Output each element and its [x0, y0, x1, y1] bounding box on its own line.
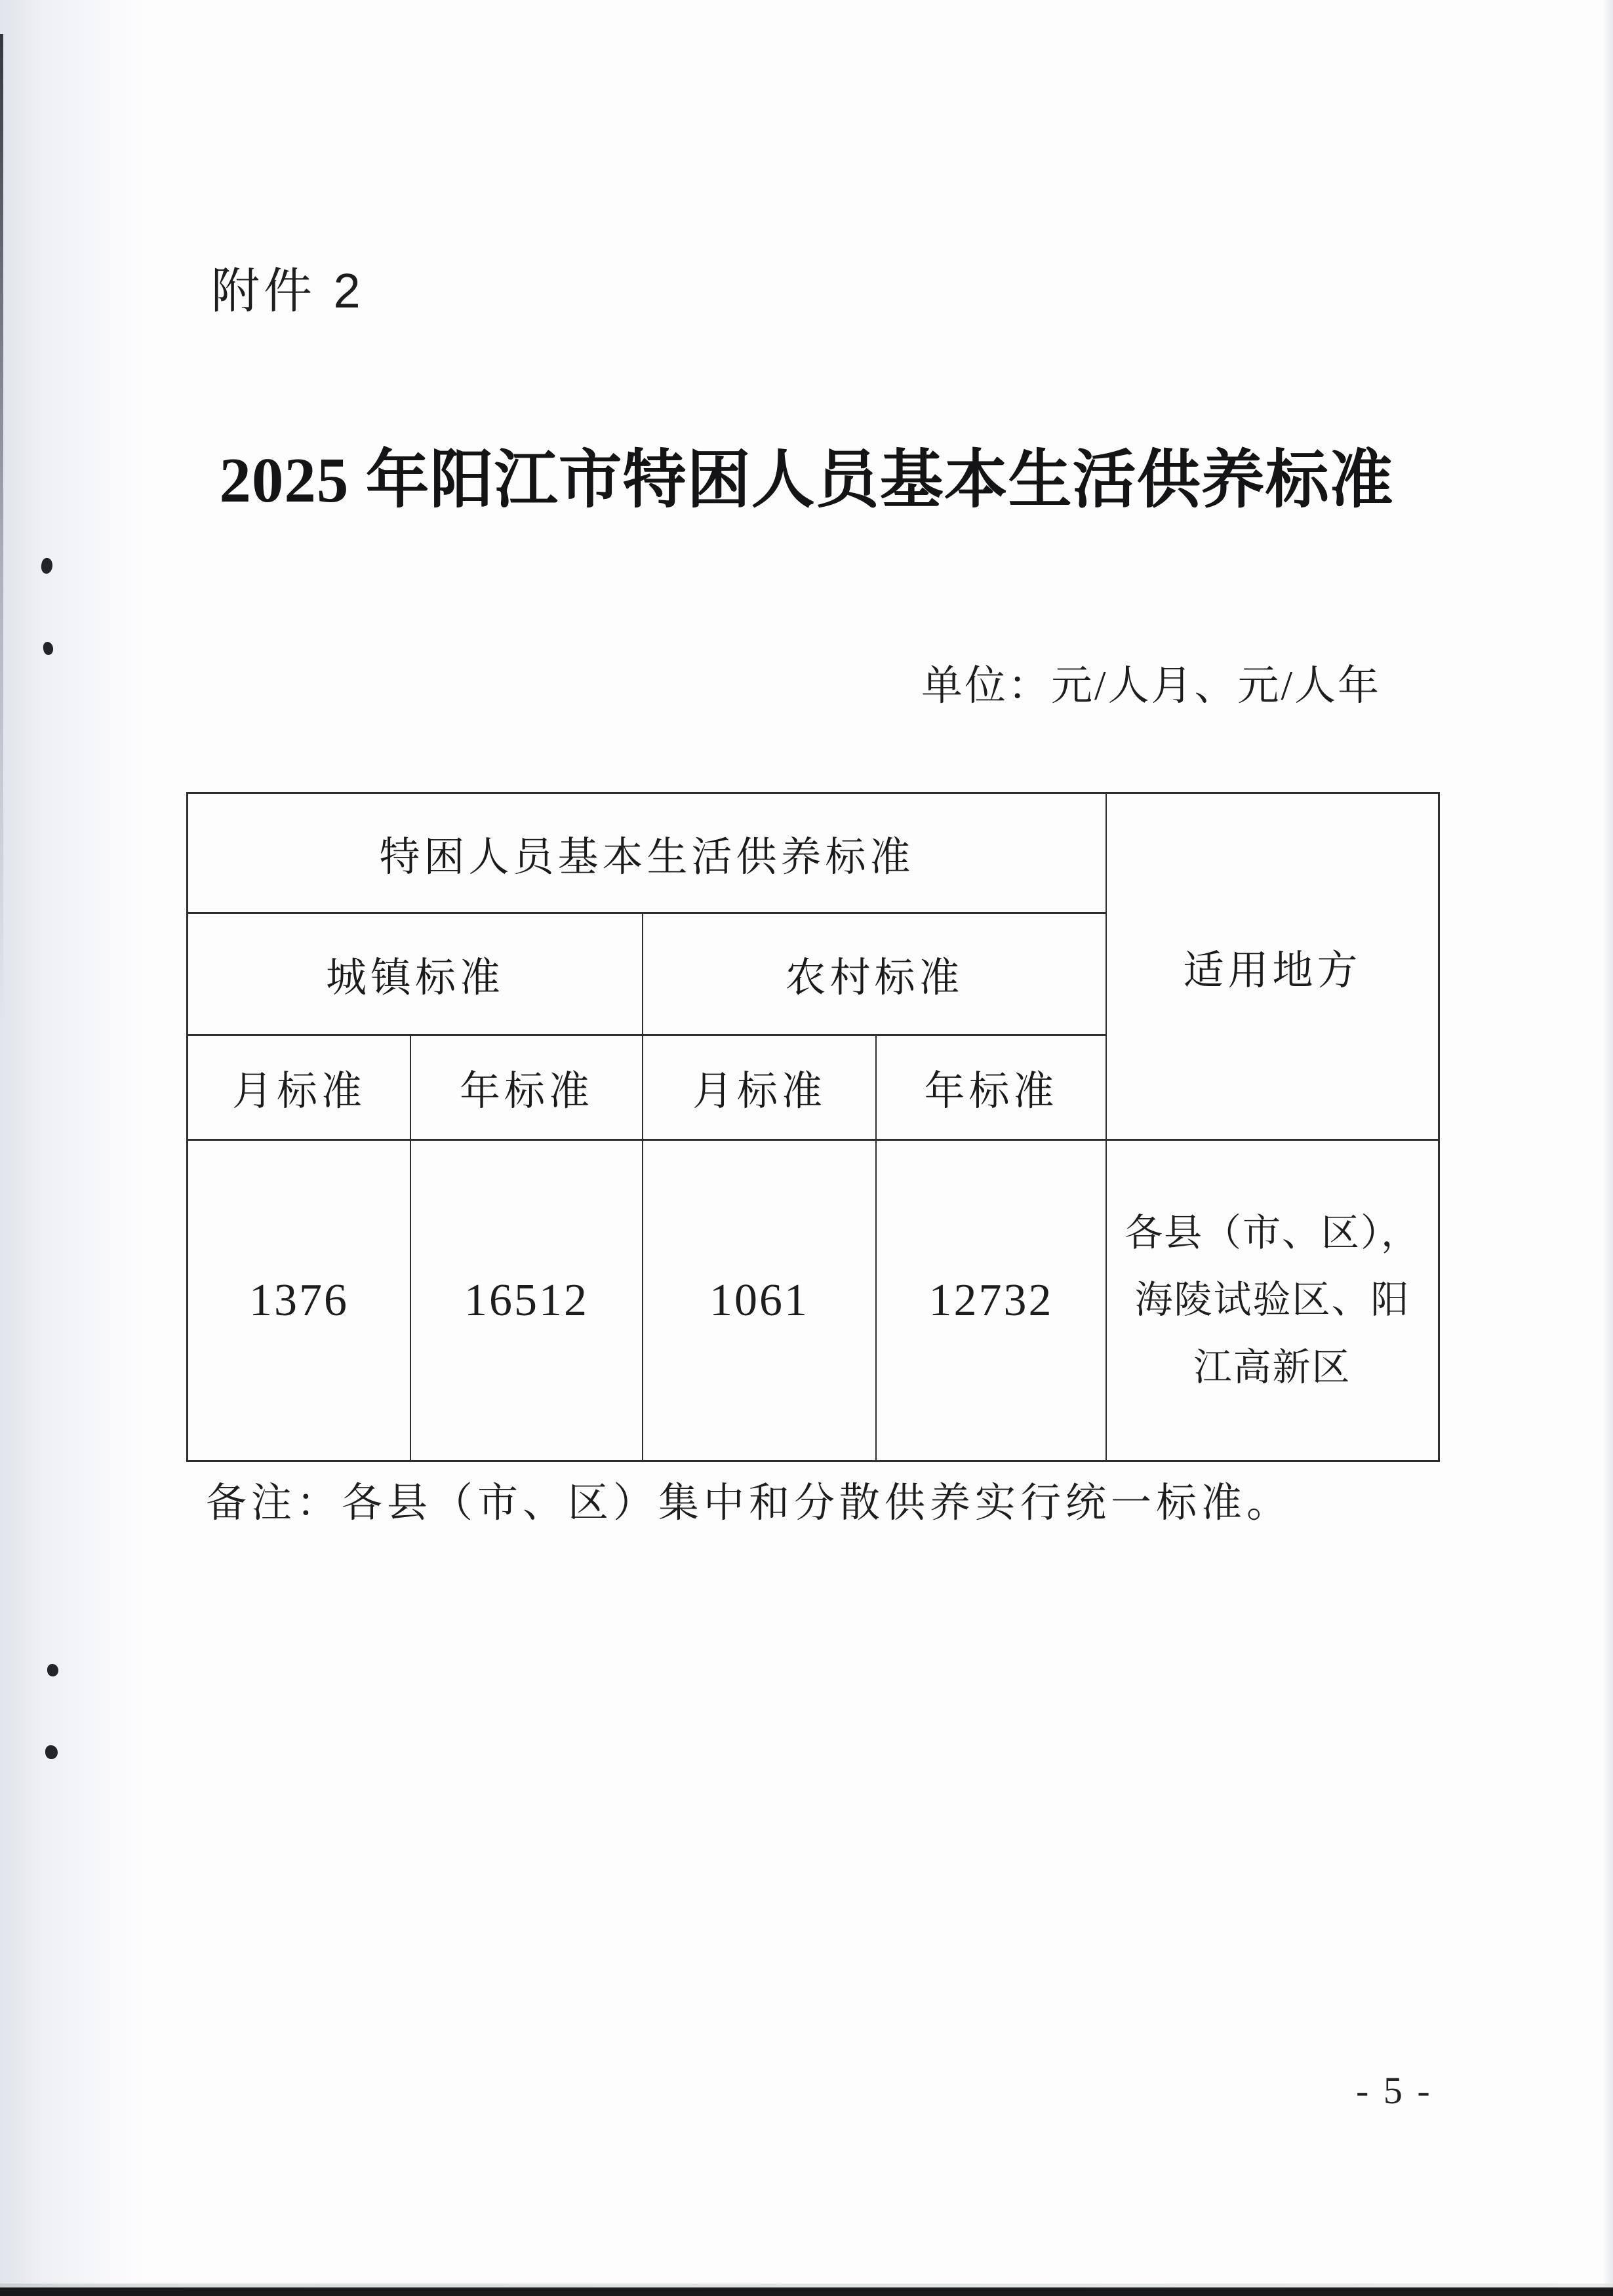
scan-speck [45, 1745, 58, 1759]
scan-speck [47, 1664, 58, 1676]
right-edge-shadow [1603, 0, 1613, 2296]
table-value-region [1107, 1141, 1438, 1460]
document-title: 2025 年阳江市特困人员基本生活供养标准 [219, 445, 1394, 515]
footnote: 备注：各县（市、区）集中和分散供养实行统一标准。 [206, 1481, 1292, 1526]
table-value-urban-yearly: 16512 [411, 1141, 643, 1460]
left-edge-scan-line [0, 34, 3, 1018]
table-header-rural-monthly: 月标准 [643, 1036, 877, 1141]
standards-table [186, 792, 1440, 1462]
table-header-region: 适用地方 [1107, 794, 1438, 1141]
table-header-rural-yearly: 年标准 [877, 1036, 1107, 1141]
left-edge-shadow [0, 0, 144, 2296]
table-header-urban-yearly: 年标准 [411, 1036, 643, 1141]
bottom-scan-band [0, 2287, 1613, 2296]
attachment-label: 附件 2 [211, 264, 365, 318]
table-header-urban: 城镇标准 [188, 914, 643, 1036]
region-line: 江高新区 [1193, 1345, 1351, 1389]
table-value-rural-yearly: 12732 [877, 1141, 1107, 1460]
table-value-urban-monthly: 1376 [188, 1141, 411, 1460]
page-number: - 5 - [1356, 2069, 1433, 2112]
table-value-rural-monthly: 1061 [643, 1141, 877, 1460]
table-header-group: 特困人员基本生活供养标准 [188, 794, 1107, 914]
region-line: 各县（市、区）， [1124, 1212, 1420, 1255]
unit-label: 单位：元/人月、元/人年 [921, 663, 1382, 709]
table-header-urban-monthly: 月标准 [188, 1036, 411, 1141]
region-line: 海陵试验区、阳 [1134, 1278, 1410, 1322]
table-header-rural: 农村标准 [643, 914, 1107, 1036]
